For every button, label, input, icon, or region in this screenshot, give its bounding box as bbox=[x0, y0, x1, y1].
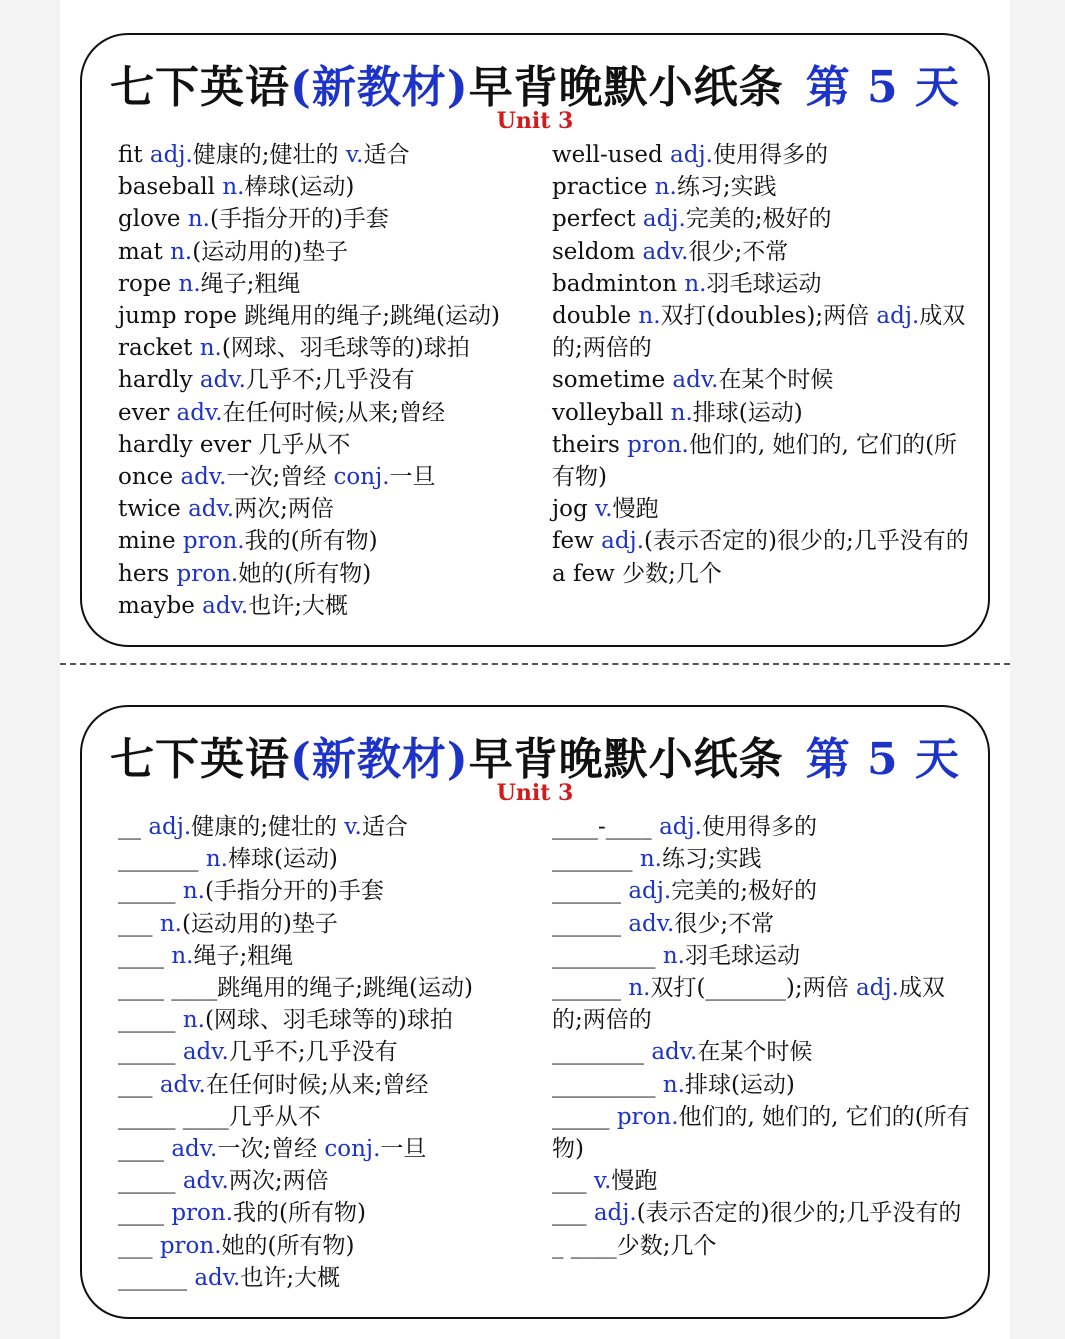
entry-text: (网球、羽毛球等的)球拍 bbox=[221, 335, 470, 362]
entry-text: 在某个时候 bbox=[697, 1039, 813, 1066]
entry-text: 成双的;两倍的 bbox=[552, 303, 966, 362]
part-of-speech: n. bbox=[638, 303, 661, 330]
vocab-entry bbox=[118, 558, 528, 590]
entry-text: hers bbox=[118, 560, 177, 587]
entry-text: twice bbox=[118, 496, 189, 523]
title-day: 第 5 天 bbox=[805, 734, 960, 785]
part-of-speech: n. bbox=[187, 206, 210, 233]
entry-text: __ bbox=[118, 814, 149, 840]
entry-text: jump rope 跳绳用的绳子;跳绳(运动) bbox=[118, 303, 500, 330]
vocab-entry bbox=[552, 1230, 972, 1262]
vocab-entry bbox=[552, 1069, 972, 1101]
entry-text: 在任何时候;从来;曾经 bbox=[222, 399, 446, 426]
part-of-speech: adv. bbox=[672, 367, 719, 394]
part-of-speech: adj. bbox=[876, 303, 920, 330]
part-of-speech: adj. bbox=[659, 814, 702, 840]
vocab-entry bbox=[118, 525, 528, 557]
vocab-entry bbox=[118, 590, 528, 622]
entry-text: 适合 bbox=[363, 142, 410, 168]
part-of-speech: n. bbox=[222, 174, 245, 201]
title-main: 七下英语 bbox=[110, 734, 291, 785]
entry-text: 棒球(运动) bbox=[244, 174, 355, 201]
entry-text: volleyball bbox=[552, 399, 671, 426]
entry-text: (手指分开的)手套 bbox=[209, 206, 389, 233]
vocab-entry bbox=[552, 558, 972, 590]
entry-text: _____ bbox=[118, 1168, 183, 1195]
entry-text: 她的(所有物) bbox=[221, 1232, 355, 1259]
title-main: 七下英语 bbox=[110, 62, 291, 113]
vocab-entry bbox=[118, 429, 528, 461]
entry-text: 绳子;粗绳 bbox=[193, 942, 294, 969]
title-textbook-tag: (新教材) bbox=[290, 734, 469, 785]
entry-text: 也许;大概 bbox=[248, 592, 348, 619]
entry-text: (运动用的)垫子 bbox=[181, 910, 338, 937]
entry-text: 我的(所有物) bbox=[244, 528, 378, 555]
vocab-entry bbox=[552, 493, 972, 525]
part-of-speech: n. bbox=[182, 1007, 205, 1034]
entry-text: _____ bbox=[118, 1007, 183, 1034]
entry-text: _ ____少数;几个 bbox=[552, 1232, 717, 1259]
entry-text: 几乎不;几乎没有 bbox=[228, 1039, 398, 1066]
entry-text: 很少;不常 bbox=[674, 910, 775, 937]
entry-text: ever bbox=[118, 399, 177, 426]
vocab-card-answers bbox=[80, 33, 990, 647]
vocab-entry bbox=[118, 908, 528, 940]
entry-text: 排球(运动) bbox=[692, 399, 803, 426]
vocab-entry bbox=[118, 203, 528, 235]
entry-text: 两次;两倍 bbox=[228, 1168, 329, 1195]
entry-text: 完美的;极好的 bbox=[685, 206, 832, 233]
entry-text: mat bbox=[118, 238, 171, 265]
part-of-speech: n. bbox=[159, 910, 182, 937]
vocab-entry bbox=[118, 1069, 528, 1101]
vocab-entry bbox=[118, 1197, 528, 1229]
part-of-speech: v. bbox=[344, 814, 362, 840]
vocab-entry bbox=[552, 139, 972, 171]
part-of-speech: adv. bbox=[176, 399, 223, 426]
entry-text: fit bbox=[118, 142, 150, 168]
entry-text: 使用得多的 bbox=[701, 814, 817, 840]
part-of-speech: n. bbox=[205, 846, 228, 873]
entry-text: theirs bbox=[552, 431, 628, 458]
entry-text: ______ bbox=[552, 975, 629, 1002]
entry-text: racket bbox=[118, 335, 200, 362]
part-of-speech: n. bbox=[171, 942, 194, 969]
entry-text: _______ bbox=[118, 846, 206, 873]
vocab-entry bbox=[552, 940, 972, 972]
entry-text: double bbox=[552, 303, 639, 330]
vocab-entry bbox=[552, 843, 972, 875]
vocab-entry bbox=[552, 1101, 972, 1165]
vocab-entry bbox=[118, 139, 528, 171]
unit-label: Unit 3 bbox=[496, 780, 574, 806]
entry-text: once bbox=[118, 464, 181, 491]
word-list-left bbox=[118, 139, 528, 622]
entry-text: seldom bbox=[552, 238, 643, 265]
part-of-speech: n. bbox=[170, 238, 193, 265]
entry-text: ____ bbox=[118, 942, 172, 969]
entry-text: (网球、羽毛球等的)球拍 bbox=[204, 1007, 453, 1034]
entry-text: _____ ____几乎从不 bbox=[118, 1103, 321, 1130]
entry-text: ______ bbox=[552, 878, 629, 905]
vocab-entry bbox=[118, 236, 528, 268]
entry-text: rope bbox=[118, 270, 179, 297]
entry-text: _______ bbox=[552, 846, 640, 873]
part-of-speech: adv. bbox=[651, 1039, 698, 1066]
entry-text: (运动用的)垫子 bbox=[192, 238, 349, 265]
vocab-entry bbox=[552, 429, 972, 493]
entry-text: (表示否定的)很少的;几乎没有的 bbox=[636, 1200, 962, 1227]
entry-text: 他们的, 她们的, 它们的(所有物) bbox=[552, 1103, 970, 1163]
entry-text: ______ bbox=[552, 910, 629, 937]
part-of-speech: adj. bbox=[670, 142, 713, 168]
entry-text: badminton bbox=[552, 270, 685, 297]
blank-list-left bbox=[118, 811, 528, 1294]
cut-line-divider bbox=[60, 663, 1010, 665]
vocab-entry bbox=[118, 332, 528, 364]
entry-text: ___ bbox=[118, 910, 160, 937]
vocab-entry bbox=[552, 397, 972, 429]
entry-text: hardly ever 几乎从不 bbox=[118, 431, 351, 458]
entry-text: perfect bbox=[552, 206, 643, 233]
vocab-entry bbox=[118, 1036, 528, 1068]
part-of-speech: adj. bbox=[855, 975, 899, 1002]
part-of-speech: conj. bbox=[333, 464, 390, 491]
part-of-speech: n. bbox=[639, 846, 662, 873]
part-of-speech: adj. bbox=[601, 528, 645, 555]
vocab-entry bbox=[552, 203, 972, 235]
vocab-entry bbox=[118, 843, 528, 875]
part-of-speech: adv. bbox=[194, 1264, 241, 1291]
entry-text: _____ bbox=[118, 878, 183, 905]
entry-text: ___ bbox=[118, 1232, 160, 1259]
entry-text: well-used bbox=[552, 142, 671, 168]
vocab-entry bbox=[118, 397, 528, 429]
part-of-speech: pron. bbox=[616, 1103, 679, 1130]
entry-text: baseball bbox=[118, 174, 223, 201]
card-title bbox=[82, 723, 988, 787]
entry-text: 她的(所有物) bbox=[238, 560, 372, 587]
entry-text: ____-____ bbox=[552, 814, 660, 840]
entry-text: ___ bbox=[552, 1168, 594, 1195]
unit-label: Unit 3 bbox=[496, 108, 574, 134]
entry-text: ____ bbox=[118, 1200, 172, 1227]
vocab-entry bbox=[118, 268, 528, 300]
entry-text: practice bbox=[552, 174, 655, 201]
entry-text: 一旦 bbox=[389, 464, 436, 491]
entry-text: 一次;曾经 bbox=[226, 464, 334, 491]
entry-text: 绳子;粗绳 bbox=[200, 270, 301, 297]
part-of-speech: pron. bbox=[176, 560, 239, 587]
entry-text: _____ bbox=[552, 1103, 617, 1130]
entry-text: 适合 bbox=[361, 814, 408, 840]
entry-text: hardly bbox=[118, 367, 200, 394]
part-of-speech: adv. bbox=[159, 1071, 206, 1098]
entry-text: ______ bbox=[118, 1264, 195, 1291]
entry-text: a few 少数;几个 bbox=[552, 560, 722, 587]
entry-text: 两次;两倍 bbox=[234, 496, 334, 523]
part-of-speech: n. bbox=[182, 878, 205, 905]
vocab-entry bbox=[118, 493, 528, 525]
part-of-speech: adv. bbox=[182, 1039, 229, 1066]
vocab-entry bbox=[552, 1197, 972, 1229]
part-of-speech: adj. bbox=[642, 206, 686, 233]
entry-text: (手指分开的)手套 bbox=[204, 878, 384, 905]
entry-text: ___ bbox=[552, 1200, 594, 1227]
entry-text: 练习;实践 bbox=[661, 846, 762, 873]
entry-text: 羽毛球运动 bbox=[706, 270, 822, 297]
entry-text: few bbox=[552, 528, 602, 555]
entry-text: jog bbox=[552, 496, 596, 523]
vocab-entry bbox=[118, 972, 528, 1004]
part-of-speech: n. bbox=[178, 270, 201, 297]
part-of-speech: pron. bbox=[171, 1200, 234, 1227]
part-of-speech: n. bbox=[662, 942, 685, 969]
part-of-speech: v. bbox=[595, 496, 613, 523]
entry-text: 我的(所有物) bbox=[233, 1200, 366, 1227]
part-of-speech: n. bbox=[662, 1071, 685, 1098]
entry-text: ____ bbox=[118, 1136, 172, 1163]
entry-text: glove bbox=[118, 206, 188, 233]
entry-text: 一次;曾经 bbox=[217, 1136, 325, 1163]
part-of-speech: adj. bbox=[149, 142, 193, 168]
vocab-entry bbox=[552, 1036, 972, 1068]
vocab-entry bbox=[552, 525, 972, 557]
part-of-speech: adj. bbox=[628, 878, 672, 905]
part-of-speech: v. bbox=[345, 142, 364, 168]
part-of-speech: adv. bbox=[182, 1168, 229, 1195]
vocab-entry bbox=[552, 972, 972, 1036]
vocab-entry bbox=[118, 875, 528, 907]
part-of-speech: n. bbox=[628, 975, 651, 1002]
vocab-entry bbox=[118, 300, 528, 332]
vocab-entry bbox=[118, 171, 528, 203]
entry-text: 也许;大概 bbox=[240, 1264, 341, 1291]
part-of-speech: n. bbox=[654, 174, 677, 201]
entry-text: 很少;不常 bbox=[688, 238, 789, 265]
title-rest: 早背晚默小纸条 bbox=[468, 734, 784, 785]
part-of-speech: adv. bbox=[180, 464, 227, 491]
vocab-entry bbox=[118, 1133, 528, 1165]
vocab-entry bbox=[552, 875, 972, 907]
part-of-speech: v. bbox=[593, 1168, 612, 1195]
vocab-entry bbox=[552, 268, 972, 300]
title-day: 第 5 天 bbox=[805, 62, 960, 113]
entry-text: ____ ____跳绳用的绳子;跳绳(运动) bbox=[118, 975, 474, 1002]
entry-text: 健康的;健壮的 bbox=[192, 142, 346, 168]
entry-text: _________ bbox=[552, 942, 663, 969]
entry-text: ___ bbox=[118, 1071, 160, 1098]
vocab-entry bbox=[118, 364, 528, 396]
entry-text: 排球(运动) bbox=[684, 1071, 795, 1098]
entry-text: 在某个时候 bbox=[718, 367, 834, 394]
entry-text: 双打(doubles);两倍 bbox=[660, 303, 877, 330]
part-of-speech: adj. bbox=[593, 1200, 637, 1227]
entry-text: 他们的, 她们的, 它们的(所有物) bbox=[552, 431, 958, 491]
entry-text: 一旦 bbox=[380, 1136, 427, 1163]
part-of-speech: n. bbox=[670, 399, 693, 426]
entry-text: 在任何时候;从来;曾经 bbox=[205, 1071, 429, 1098]
entry-text: 成双的;两倍的 bbox=[552, 975, 945, 1034]
part-of-speech: pron. bbox=[182, 528, 245, 555]
vocab-entry bbox=[552, 171, 972, 203]
vocab-entry bbox=[118, 1004, 528, 1036]
vocab-entry bbox=[118, 1165, 528, 1197]
entry-text: 健康的;健壮的 bbox=[191, 814, 345, 840]
entry-text: 双打(_______);两倍 bbox=[650, 975, 856, 1002]
entry-text: sometime bbox=[552, 367, 673, 394]
entry-text: mine bbox=[118, 528, 183, 555]
part-of-speech: adv. bbox=[642, 238, 689, 265]
part-of-speech: adj. bbox=[148, 814, 192, 840]
title-textbook-tag: (新教材) bbox=[290, 62, 469, 113]
part-of-speech: n. bbox=[199, 335, 222, 362]
card-title bbox=[82, 51, 988, 115]
vocab-entry bbox=[118, 1262, 528, 1294]
vocab-entry bbox=[552, 811, 972, 843]
part-of-speech: adv. bbox=[188, 496, 235, 523]
vocab-card-blanks bbox=[80, 705, 990, 1319]
entry-text: 羽毛球运动 bbox=[684, 942, 800, 969]
vocab-entry bbox=[552, 1165, 972, 1197]
entry-text: 慢跑 bbox=[611, 1168, 658, 1195]
part-of-speech: n. bbox=[684, 270, 707, 297]
vocab-entry bbox=[552, 300, 972, 364]
entry-text: maybe bbox=[118, 592, 203, 619]
vocab-entry bbox=[118, 940, 528, 972]
entry-text: (表示否定的)很少的;几乎没有的 bbox=[644, 528, 969, 555]
entry-text: _____ bbox=[118, 1039, 183, 1066]
vocab-entry bbox=[552, 364, 972, 396]
part-of-speech: conj. bbox=[324, 1136, 381, 1163]
entry-text: 棒球(运动) bbox=[227, 846, 338, 873]
title-rest: 早背晚默小纸条 bbox=[468, 62, 784, 113]
part-of-speech: adv. bbox=[202, 592, 249, 619]
vocab-entry bbox=[118, 461, 528, 493]
entry-text: _________ bbox=[552, 1071, 663, 1098]
vocab-entry bbox=[118, 1101, 528, 1133]
entry-text: ________ bbox=[552, 1039, 652, 1066]
part-of-speech: adv. bbox=[171, 1136, 218, 1163]
entry-text: 慢跑 bbox=[612, 496, 659, 523]
part-of-speech: adv. bbox=[628, 910, 675, 937]
entry-text: 使用得多的 bbox=[712, 142, 828, 168]
vocab-entry bbox=[118, 1230, 528, 1262]
vocab-entry bbox=[552, 236, 972, 268]
entry-text: 练习;实践 bbox=[676, 174, 777, 201]
part-of-speech: adv. bbox=[199, 367, 246, 394]
blank-list-right bbox=[552, 811, 972, 1262]
vocab-entry bbox=[552, 908, 972, 940]
word-list-right bbox=[552, 139, 972, 590]
part-of-speech: pron. bbox=[627, 431, 689, 458]
vocab-entry bbox=[118, 811, 528, 843]
part-of-speech: pron. bbox=[159, 1232, 222, 1259]
entry-text: 完美的;极好的 bbox=[671, 878, 817, 905]
entry-text: 几乎不;几乎没有 bbox=[245, 367, 415, 394]
